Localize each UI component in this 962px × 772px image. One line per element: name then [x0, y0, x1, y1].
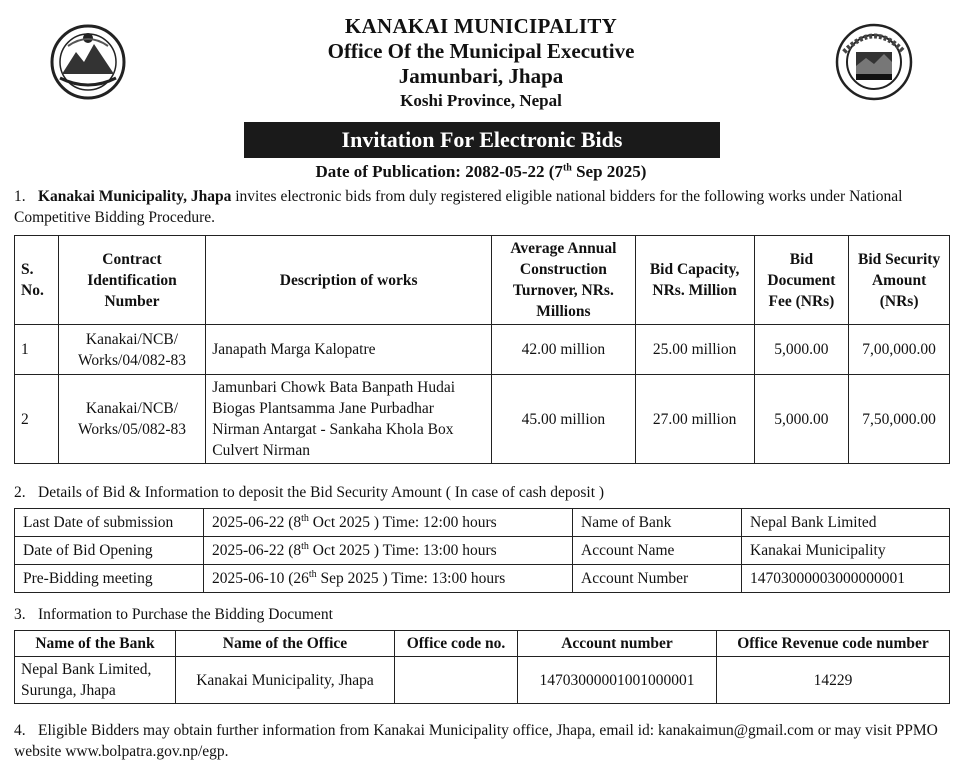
cell-description: Janapath Marga Kalopatre: [206, 325, 492, 375]
table-row: [15, 657, 950, 704]
table-row: [15, 509, 950, 537]
cell-description: Jamunbari Chowk Bata Banpath Hudai Biogas Plantsamma Jane Purbadhar Nirman Antargat - Sankaha Khola Box Culvert Nirman: [206, 375, 492, 464]
cell-office-code: [395, 657, 518, 704]
header-fee: Bid Document Fee (NRs): [754, 236, 849, 325]
office-name: Office Of the Municipal Executive: [327, 39, 635, 63]
cell-turnover: 42.00 million: [492, 325, 635, 375]
section-4-paragraph: 4. Eligible Bidders may obtain further information from Kanakai Municipality office, Jhapa, email id: kanakaimun@gmail.com or may visit PPMO website www.bolpatra.gov.np/egp.: [14, 722, 938, 760]
cell-label: Last Date of submission: [15, 509, 204, 537]
cell-bank-label: Account Number: [573, 565, 742, 593]
municipality-name: KANAKAI MUNICIPALITY: [344, 14, 618, 38]
table-header-row: [15, 236, 950, 325]
cell-bank: Nepal Bank Limited, Surunga, Jhapa: [15, 657, 176, 704]
cell-contract: Kanakai/NCB/ Works/04/082-83: [58, 325, 206, 375]
cell-sno: 1: [15, 325, 59, 375]
section-2-heading: 2. Details of Bid & Information to deposit the Bid Security Amount ( In case of cash deposit ): [14, 484, 605, 501]
header-office-code: Office code no.: [395, 631, 518, 657]
header-bank: Name of the Bank: [15, 631, 176, 657]
cell-sno: 2: [15, 375, 59, 464]
header-capacity: Bid Capacity, NRs. Million: [635, 236, 754, 325]
table-row: [15, 325, 950, 375]
table-row: [15, 565, 950, 593]
cell-office: Kanakai Municipality, Jhapa: [176, 657, 395, 704]
header-security: Bid Security Amount (NRs): [849, 236, 950, 325]
header-sno: S. No.: [15, 236, 59, 325]
cell-revenue: 14229: [717, 657, 950, 704]
province: Koshi Province, Nepal: [400, 91, 562, 110]
cell-capacity: 27.00 million: [635, 375, 754, 464]
cell-fee: 5,000.00: [754, 325, 849, 375]
cell-fee: 5,000.00: [754, 375, 849, 464]
cell-date: 2025-06-10 (26th Sep 2025 ) Time: 13:00 hours: [204, 565, 573, 593]
cell-date: 2025-06-22 (8th Oct 2025 ) Time: 13:00 hours: [204, 537, 573, 565]
letterhead: [0, 14, 962, 112]
header-revenue: Office Revenue code number: [717, 631, 950, 657]
cell-account: 14703000001001000001: [518, 657, 717, 704]
header-turnover: Average Annual Construction Turnover, NRs. Millions: [492, 236, 635, 325]
cell-security: 7,50,000.00: [849, 375, 950, 464]
header-account: Account number: [518, 631, 717, 657]
header-office: Name of the Office: [176, 631, 395, 657]
cell-label: Pre-Bidding meeting: [15, 565, 204, 593]
cell-bank-value: Nepal Bank Limited: [742, 509, 950, 537]
header-description: Description of works: [206, 236, 492, 325]
notice-title: Invitation For Electronic Bids: [244, 122, 720, 158]
cell-bank-value: 14703000003000000001: [742, 565, 950, 593]
table-row: [15, 375, 950, 464]
works-table: [14, 235, 950, 464]
header-contract: Contract Identification Number: [58, 236, 206, 325]
table-header-row: [15, 631, 950, 657]
cell-capacity: 25.00 million: [635, 325, 754, 375]
cell-bank-label: Name of Bank: [573, 509, 742, 537]
bid-details-table: [14, 508, 950, 593]
cell-label: Date of Bid Opening: [15, 537, 204, 565]
section-1-paragraph: 1. Kanakai Municipality, Jhapa invites electronic bids from duly registered eligible national bidders for the following works under National Competitive Bidding Procedure.: [14, 188, 903, 226]
purchase-table: [14, 630, 950, 704]
cell-bank-value: Kanakai Municipality: [742, 537, 950, 565]
cell-contract: Kanakai/NCB/ Works/05/082-83: [58, 375, 206, 464]
cell-date: 2025-06-22 (8th Oct 2025 ) Time: 12:00 hours: [204, 509, 573, 537]
cell-security: 7,00,000.00: [849, 325, 950, 375]
table-row: [15, 537, 950, 565]
section-3-heading: 3. Information to Purchase the Bidding Document: [14, 606, 333, 623]
cell-bank-label: Account Name: [573, 537, 742, 565]
publication-date: Date of Publication: 2082-05-22 (7th Sep 2025): [315, 162, 647, 181]
office-location: Jamunbari, Jhapa: [398, 64, 564, 88]
cell-turnover: 45.00 million: [492, 375, 635, 464]
